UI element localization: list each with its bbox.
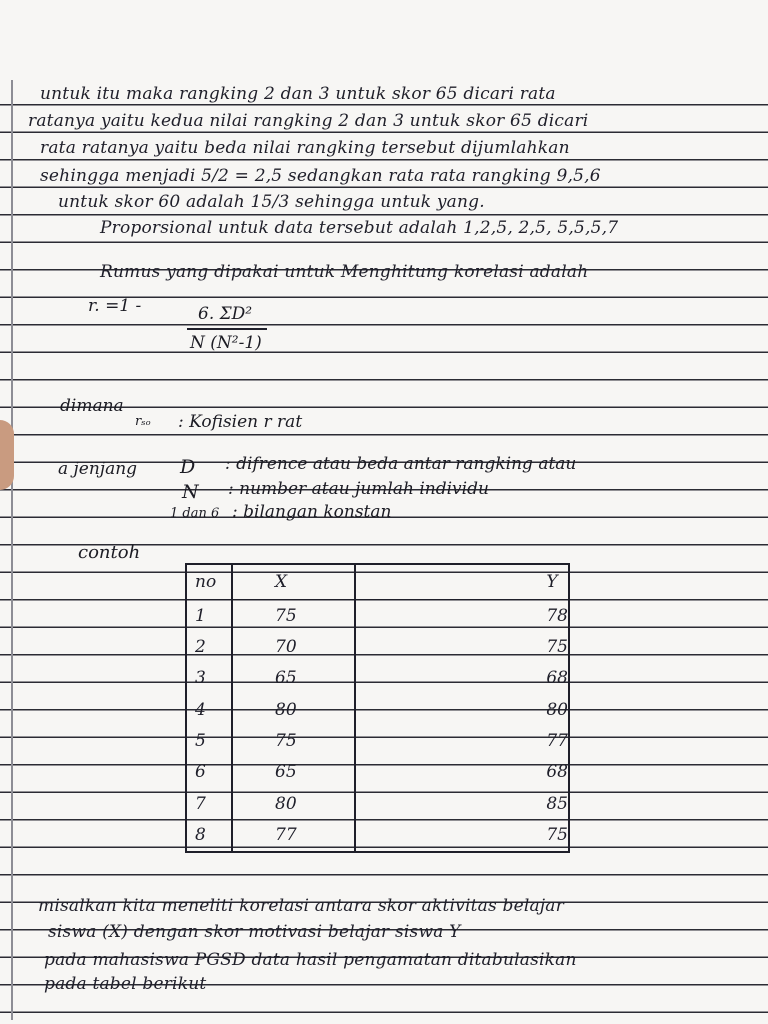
def-r-text: : Kofisien r rat [178, 412, 303, 432]
page-margin-line [11, 80, 13, 1020]
cell-x: 65 [232, 757, 355, 788]
cell-y: 78 [355, 600, 569, 632]
table-row [186, 631, 569, 662]
text-line-7: Rumus yang dipakai untuk Menghitung korelasi adalah [100, 262, 589, 282]
bottom-line-2: siswa (X) dengan skor motivasi belajar siswa Y [48, 922, 461, 942]
table-row [186, 788, 569, 819]
cell-x: 77 [232, 819, 355, 852]
table-row [186, 694, 569, 725]
cell-y: 77 [355, 725, 569, 756]
cell-no: 3 [186, 663, 232, 694]
cell-x: 75 [232, 725, 355, 756]
example-label: contoh [78, 542, 141, 563]
cell-no: 7 [186, 788, 232, 819]
definitions-heading: dimana [60, 396, 124, 416]
def-k-label: 1 dan 6 [170, 506, 220, 521]
table-row [186, 600, 569, 632]
cell-y: 80 [355, 694, 569, 725]
def-k-text: : bilangan konstan [232, 502, 392, 522]
bottom-line-1: misalkan kita meneliti korelasi antara skor aktivitas belajar [38, 896, 564, 916]
cell-y: 75 [355, 819, 569, 852]
def-d-text: : difrence atau beda antar rangking atau [225, 454, 577, 474]
text-line-2: ratanya yaitu kedua nilai rangking 2 dan 3 untuk skor 65 dicari [28, 111, 589, 131]
table-row [186, 757, 569, 788]
cell-y: 68 [355, 757, 569, 788]
header-no: no [186, 564, 232, 600]
page-top-margin [0, 0, 768, 80]
def-n-text: : number atau jumlah individu [228, 479, 489, 499]
text-line-4: sehingga menjadi 5/2 = 2,5 sedangkan rata rata rangking 9,5,6 [40, 166, 601, 186]
cell-x: 70 [232, 631, 355, 662]
cell-y: 85 [355, 788, 569, 819]
cell-y: 75 [355, 631, 569, 662]
def-r-label: rₛₒ [135, 414, 151, 429]
text-line-5: untuk skor 60 adalah 15/3 sehingga untuk yang. [58, 192, 485, 212]
thumb-edge [0, 420, 14, 490]
cell-no: 6 [186, 757, 232, 788]
cell-no: 8 [186, 819, 232, 852]
def-prefix: a jenjang [58, 459, 138, 479]
cell-x: 65 [232, 663, 355, 694]
table-row [186, 819, 569, 852]
cell-no: 4 [186, 694, 232, 725]
cell-x: 80 [232, 788, 355, 819]
bottom-line-3: pada mahasiswa PGSD data hasil pengamatan ditabulasikan [44, 950, 577, 970]
cell-y: 68 [355, 663, 569, 694]
def-n-label: N [182, 481, 199, 503]
header-y: Y [355, 564, 569, 600]
cell-x: 80 [232, 694, 355, 725]
cell-no: 1 [186, 600, 232, 632]
cell-no: 5 [186, 725, 232, 756]
def-d-label: D [180, 456, 196, 478]
table-row [186, 663, 569, 694]
header-x: X [232, 564, 355, 600]
table-header-row [186, 564, 569, 600]
data-table [185, 563, 570, 853]
text-line-6: Proporsional untuk data tersebut adalah 1,2,5, 2,5, 5,5,5,7 [100, 218, 619, 238]
formula-numerator: 6. ΣD² [198, 304, 253, 324]
cell-no: 2 [186, 631, 232, 662]
formula-lhs: r. =1 - [88, 296, 142, 316]
formula-fraction-bar [187, 328, 267, 330]
text-line-3: rata ratanya yaitu beda nilai rangking tersebut dijumlahkan [40, 138, 570, 158]
formula-denominator: N (N²-1) [190, 333, 262, 353]
cell-x: 75 [232, 600, 355, 632]
text-line-1: untuk itu maka rangking 2 dan 3 untuk skor 65 dicari rata [40, 84, 556, 104]
table-row [186, 725, 569, 756]
bottom-line-4: pada tabel berikut [44, 974, 207, 994]
